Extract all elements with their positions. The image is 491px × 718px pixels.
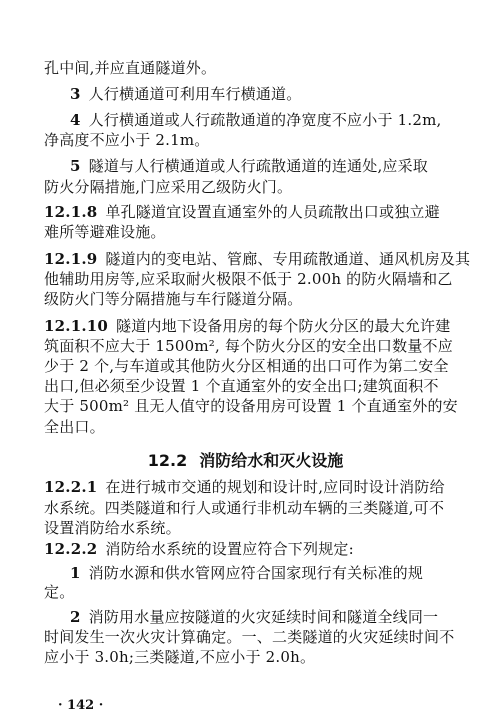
text-line: 水系统。四类隧道和行人或通行非机动车辆的三类隧道,可不	[44, 499, 445, 517]
text-line: 定。	[44, 583, 75, 601]
list-item: 5 隧道与人行横通道或人行疏散通道的连通处,应采取	[70, 157, 429, 175]
text-line: 难所等避难设施。	[44, 223, 166, 241]
item-number: 3	[70, 85, 81, 103]
text-line: 筑面积不应大于 1500m², 每个防火分区的安全出口数量不应	[44, 337, 453, 355]
clause-number: 12.2.2	[44, 540, 98, 558]
text-line: 大于 500m² 且无人值守的设备用房可设置 1 个直通室外的安	[44, 397, 458, 415]
list-item: 4 人行横通道或人行疏散通道的净宽度不应小于 1.2m,	[70, 111, 442, 129]
text-line: 设置消防给水系统。	[44, 519, 181, 537]
clause-number: 12.2.1	[44, 478, 98, 496]
text-line: 出口,但必须至少设置 1 个直通室外的安全出口;建筑面积不	[44, 377, 439, 395]
clause: 12.2.1 在进行城市交通的规划和设计时,应同时设计消防给	[44, 478, 445, 496]
clause: 12.1.10 隧道内地下设备用房的每个防火分区的最大允许建	[44, 317, 451, 335]
list-item: 2 消防用水量应按隧道的火灾延续时间和隧道全线同一	[70, 608, 439, 626]
clause-number: 12.1.9	[44, 250, 98, 268]
clause: 12.2.2 消防给水系统的设置应符合下列规定:	[44, 540, 354, 558]
item-number: 4	[70, 111, 81, 129]
text-line: 净高度不应小于 2.1m。	[44, 131, 210, 149]
clause: 12.1.9 隧道内的变电站、管廊、专用疏散通道、通风机房及其	[44, 250, 471, 268]
item-number: 5	[70, 157, 81, 175]
text-line: 全出口。	[44, 418, 105, 436]
text-line: 防火分隔措施,门应采用乙级防火门。	[44, 178, 293, 196]
clause-number: 12.1.10	[44, 317, 109, 335]
section-number: 12.2	[147, 451, 188, 470]
clause-number: 12.1.8	[44, 203, 98, 221]
item-number: 2	[70, 608, 81, 626]
item-number: 1	[70, 564, 81, 582]
text-line: 他辅助用房等,应采取耐火极限不低于 2.00h 的防火隔墙和乙	[44, 270, 453, 288]
text-line: 时间发生一次火灾计算确定。一、二类隧道的火灾延续时间不	[44, 628, 455, 646]
list-item: 3 人行横通道可利用车行横通道。	[70, 85, 302, 103]
page-number: · 142 ·	[58, 698, 104, 713]
list-item: 1 消防水源和供水管网应符合国家现行有关标准的规	[70, 564, 424, 582]
text-line: 孔中间,并应直通隧道外。	[44, 59, 217, 77]
clause: 12.1.8 单孔隧道宜设置直通室外的人员疏散出口或独立避	[44, 203, 440, 221]
text-line: 级防火门等分隔措施与车行隧道分隔。	[44, 290, 303, 308]
section-title: 消防给水和灭火设施	[199, 451, 344, 470]
section-heading	[0, 448, 491, 471]
text-line: 应小于 3.0h;三类隧道,不应小于 2.0h。	[44, 648, 316, 666]
text-line: 少于 2 个,与车道或其他防火分区相通的出口可作为第二安全	[44, 357, 449, 375]
